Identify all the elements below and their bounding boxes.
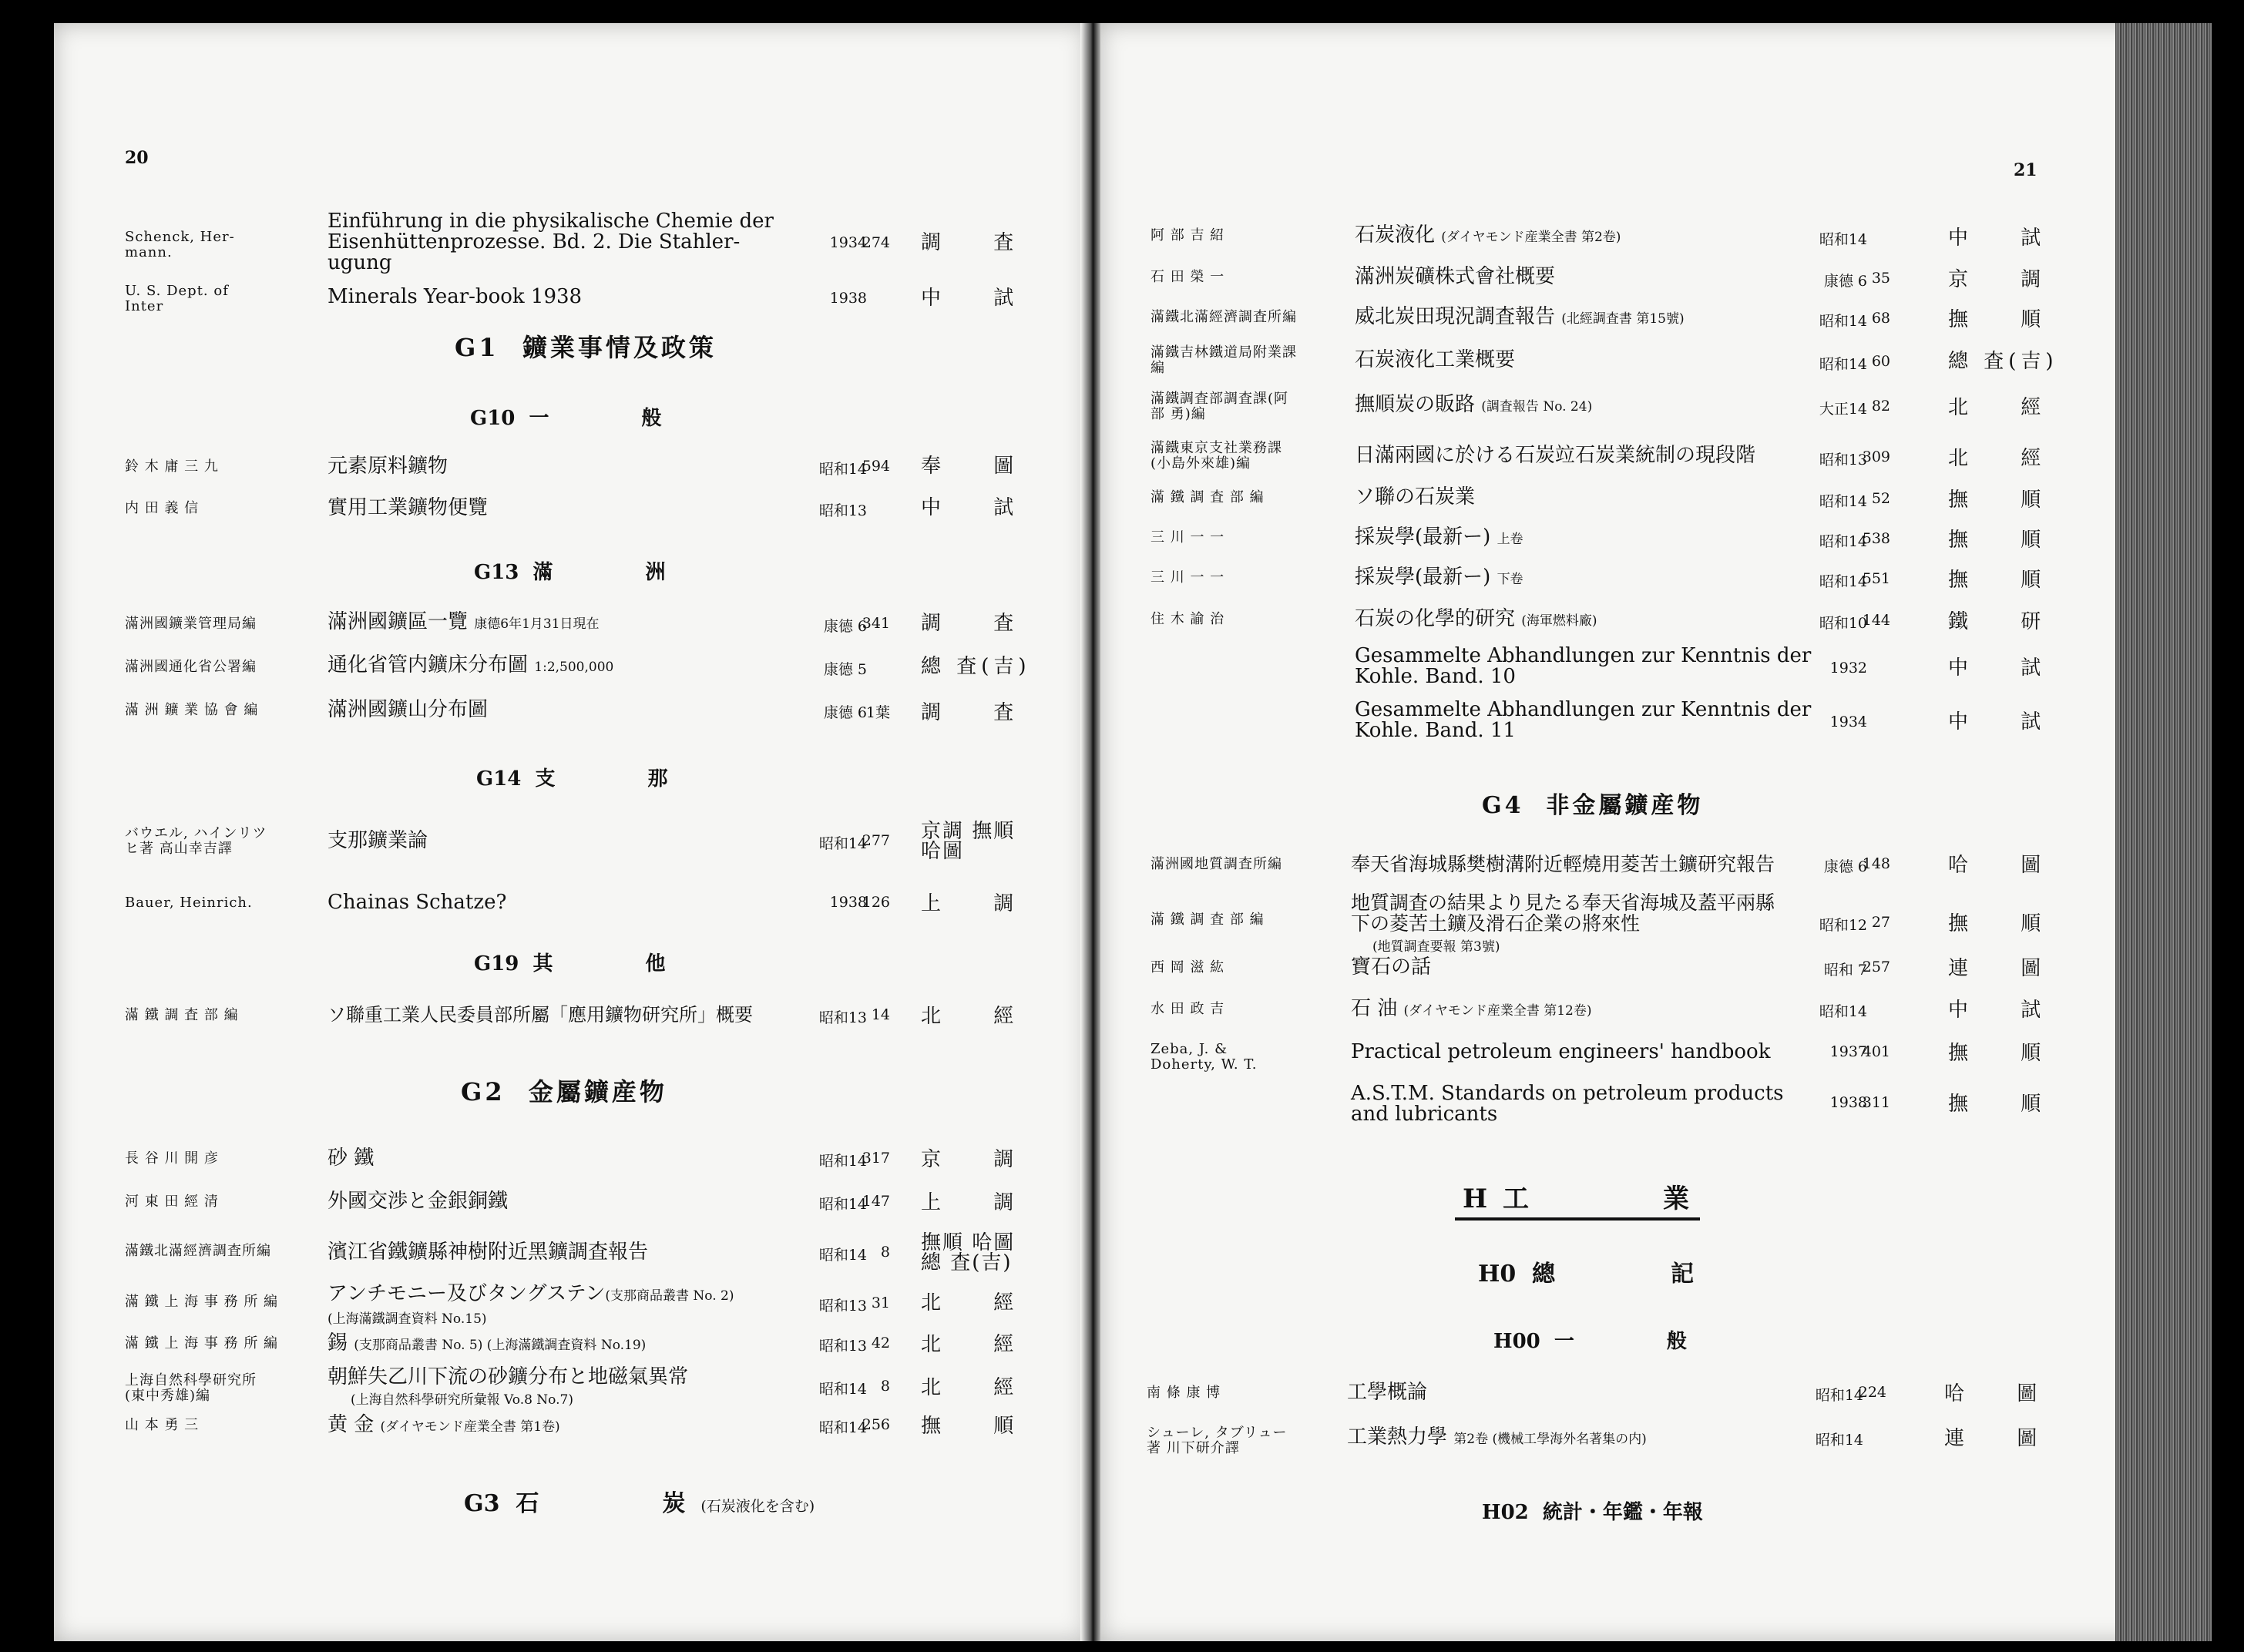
entry-pages: 257 [1862,959,1890,975]
entry-location: 中 試 [921,496,1037,519]
entry-title: 日滿兩國に於ける石炭竝石炭業統制の現段階 [1355,444,1756,467]
entry-title: Minerals Year-book 1938 [328,285,583,308]
entry-location: 中 試 [1948,710,2064,734]
entry-location: 中 試 [921,287,1037,310]
subsection-heading-h02: H02 統計・年鑑・年報 [1482,1501,1703,1524]
entry-pages: 274 [862,234,890,251]
entry-year: 昭和14 [1815,1432,1863,1449]
entry-location: 北 經 [921,1376,1037,1399]
entry-author: 滿洲國地質調査所編 [1151,856,1282,872]
entry-location: 北 經 [921,1005,1037,1028]
entry-title: 威北炭田現況調査報告 [1355,305,1556,328]
entry-year: 昭和14 [818,1153,867,1170]
entry-title: 奉天省海城縣樊樹溝附近輕燒用菱苦土鑛研究報告 [1351,853,1775,875]
entry-author: 滿鐵東京支社業務課 (小島外來雄)編 [1151,440,1282,472]
entry-title: Practical petroleum engineers' handbook [1351,1040,1771,1063]
entry-author: 滿 鐵 調 査 部 編 [125,1007,239,1023]
entry-year: 康德 5 [823,661,867,678]
entry-location: 撫 順 [1948,912,2064,935]
entry-year: 昭和14 [1819,573,1867,590]
entry-pages: 341 [862,615,890,632]
entry-author: 阿 部 吉 紹 [1151,227,1225,243]
entry-pages: 224 [1858,1384,1886,1401]
entry-author: Zeba, J. & Doherty, W. T. [1151,1041,1258,1073]
entry-year: 昭和14 [1819,231,1867,248]
entry-pages: 52 [1871,490,1890,507]
entry-year: 1934 [829,234,867,251]
entry-author: 住 木 諭 治 [1151,611,1225,627]
entry-location: 哈 圖 [1948,854,2064,877]
entry-title: ソ聯の石炭業 [1355,485,1476,509]
entry-year: 大正14 [1819,401,1867,418]
entry-location: 撫 順 [1948,529,2064,552]
entry-year: 昭和12 [1819,917,1867,934]
entry-author: 滿鐵北滿經濟調査所編 [1151,309,1297,325]
entry-location: 北 經 [1948,396,2064,419]
entry-author: 滿鐵吉林鐵道局附業課 編 [1151,344,1297,376]
entry-author: 上海自然科學研究所 (東中秀雄)編 [125,1372,257,1404]
section-heading-h: H 工 業 [1455,1177,1700,1215]
entry-title: 撫順炭の販路 [1355,393,1476,416]
entry-year: 昭和13 [818,1298,867,1315]
book-page-edges [2115,23,2212,1641]
entry-author: シューレ, タブリュー 著 川下研介譯 [1147,1425,1288,1456]
subsection-heading-g19: G19 其 他 [474,952,666,975]
entry-author: 滿鐵北滿經濟調査所編 [125,1243,271,1259]
entry-location: 上 調 [921,1191,1037,1214]
entry-title: 地質調査の結果より見たる奉天省海城及蓋平兩縣 下の菱苦土鑛及滑石企業の將來性 [1351,891,1775,935]
entry-author: 滿 鐵 上 海 事 務 所 編 [125,1294,279,1310]
entry-year: 1934 [1829,714,1867,730]
entry-title: アンチモニー及びタングステン [328,1282,606,1305]
entry-location: 撫 順 [1948,569,2064,592]
entry-pages: 538 [1862,530,1890,547]
entry-pages: 401 [1862,1043,1890,1060]
entry-title: 砂 鐵 [328,1147,375,1170]
entry-note: 下卷 [1497,572,1523,587]
entry-location: 哈 圖 [1944,1382,2061,1405]
entry-year: 康德 6 [823,618,867,635]
entry-author: Schenck, Her- mann. [125,229,235,260]
entry-year: 昭和14 [1819,356,1867,373]
entry-author: 水 田 政 吉 [1151,1001,1225,1017]
entry-location: 京調 撫順 哈圖 [921,820,1016,863]
entry-author: 滿 洲 鑛 業 協 會 編 [125,702,259,718]
entry-pages: 31 [871,1294,890,1311]
entry-location: 中 試 [1948,656,2064,680]
entry-year: 昭和14 [1819,493,1867,510]
entry-location: 撫順 哈圖 總 査(吉) [921,1231,1016,1274]
entry-location: 京 調 [921,1148,1037,1171]
entry-year: 昭和13 [818,502,867,519]
entry-note: (支那商品叢書 No. 2) (上海滿鐵調査資料 No.15) [328,1288,734,1327]
entry-year: 昭和 7 [1823,962,1867,979]
left-page [54,23,1087,1641]
entry-author: 長 谷 川 開 彦 [125,1150,219,1167]
subsection-heading-h0: H0 總 記 [1478,1261,1695,1288]
entry-title: 寶石の話 [1351,955,1432,979]
entry-title: Gesammelte Abhandlungen zur Kenntnis der Kohle. Band. 10 [1355,644,1812,688]
entry-location: 撫 順 [1948,1042,2064,1065]
entry-title: 工學概論 [1347,1381,1428,1404]
entry-year: 昭和14 [818,461,867,478]
entry-title: 滿洲國鑛山分布圖 [328,698,489,721]
entry-author: U. S. Dept. of Inter [125,283,229,314]
entry-location: 連 圖 [1944,1427,2061,1450]
entry-year: 康德 6 [1823,858,1867,875]
entry-pages: 256 [862,1416,890,1433]
entry-year: 昭和14 [1819,313,1867,330]
entry-title: 通化省管内鑛床分布圖 [328,653,529,677]
entry-title: Gesammelte Abhandlungen zur Kenntnis der Kohle. Band. 11 [1355,698,1812,742]
entry-title: Chainas Schatze? [328,891,507,914]
entry-title: 石炭の化學的研究 [1355,607,1516,630]
entry-location: 北 經 [921,1291,1037,1315]
entry-title: Einführung in die physikalische Chemie der Eisenhüttenprozesse. Bd. 2. Die Stahler- ugung [328,210,774,274]
entry-title: 錫 [328,1331,348,1355]
entry-title: 滿洲炭礦株式會社概要 [1355,265,1556,288]
entry-author: 滿洲國通化省公署編 [125,659,257,675]
entry-note: (ダイヤモンド産業全書 第2卷) [1441,230,1621,245]
entry-title: 滿洲國鑛區一覽 [328,610,469,633]
entry-pages: 8 [880,1244,890,1261]
entry-title: 採炭學(最新ー) [1355,525,1491,549]
entry-pages: 147 [862,1193,890,1210]
entry-pages: 594 [862,458,890,475]
entry-year: 1937 [1829,1043,1867,1060]
entry-note: (ダイヤモンド産業全書 第1卷) [380,1419,560,1435]
entry-year: 昭和14 [1819,533,1867,550]
entry-note: (ダイヤモンド産業全書 第12卷) [1403,1003,1592,1019]
entry-note: (調査報告 No. 24) [1481,399,1593,415]
right-page [1100,23,2195,1641]
entry-location: 撫 順 [1948,1093,2064,1116]
entry-year: 昭和14 [818,1381,867,1398]
entry-location: 調 査 [921,701,1037,724]
entry-pages: 8 [880,1378,890,1395]
entry-pages: 277 [862,832,890,849]
entry-note: 第2卷 (機械工學海外名著集の内) [1453,1432,1647,1447]
entry-year: 1938 [829,290,867,307]
entry-location: 連 圖 [1948,957,2064,980]
entry-title: 黄 金 [328,1413,375,1436]
entry-author: 河 東 田 經 清 [125,1194,219,1210]
entry-author: バウエル, ハインリツ ヒ著 高山幸吉譯 [125,825,267,857]
entry-title: 實用工業鑛物便覽 [328,496,489,519]
entry-author: Bauer, Heinrich. [125,895,253,911]
entry-pages: 144 [1862,612,1890,629]
entry-location: 中 試 [1948,227,2064,250]
entry-year: 康德 6 [1823,273,1867,290]
entry-location: 總 査(吉) [921,655,1031,678]
entry-location: 撫 順 [1948,489,2064,512]
entry-pages: 68 [1871,310,1890,327]
entry-pages: 82 [1871,398,1890,415]
entry-author: 滿鐵調査部調査課(阿 部 勇)編 [1151,391,1289,422]
entry-location: 奉 圖 [921,455,1037,478]
entry-title: 濱江省鐵鑛縣神樹附近黑鑛調査報告 [328,1241,649,1264]
entry-title: 工業熱力學 [1347,1425,1448,1449]
entry-pages: 42 [871,1335,890,1351]
entry-year: 昭和14 [818,835,867,852]
entry-location: 京 調 [1948,268,2064,291]
entry-author: 滿 鐵 上 海 事 務 所 編 [125,1335,279,1351]
entry-pages: 551 [1862,570,1890,587]
entry-author: 滿洲國鑛業管理局編 [125,616,257,632]
entry-pages: 27 [1871,914,1890,931]
entry-author: 西 岡 滋 紘 [1151,959,1225,975]
subsection-heading-h00: H00 一 般 [1493,1330,1687,1353]
page-number: 20 [125,148,149,168]
entry-year: 康德 6 [823,704,867,721]
entry-year: 昭和14 [818,1247,867,1264]
entry-year: 1938 [829,894,867,911]
entry-location: 撫 順 [921,1415,1037,1438]
entry-note: (上海自然科學研究所彙報 Vo.8 No.7) [351,1392,573,1408]
entry-title: ソ聯重工業人民委員部所屬「應用鑛物研究所」概要 [328,1004,753,1026]
entry-year: 昭和13 [818,1009,867,1026]
entry-note: 上卷 [1497,532,1523,547]
entry-note: (支那商品叢書 No. 5) (上海滿鐵調査資料 No.19) [354,1338,647,1353]
entry-title: 採炭學(最新ー) [1355,566,1491,589]
entry-pages: 148 [1862,855,1890,872]
entry-location: 調 査 [921,612,1037,635]
entry-title: A.S.T.M. Standards on petroleum products and lubricants [1351,1082,1784,1126]
entry-pages: 35 [1871,270,1890,287]
entry-pages: 126 [862,894,890,911]
entry-year: 昭和13 [818,1338,867,1355]
entry-author: 内 田 義 信 [125,500,200,516]
entry-note: 康德6年1月31日現在 [474,616,600,632]
entry-note: (海軍燃料廠) [1521,613,1597,629]
entry-pages: 311 [1862,1094,1890,1111]
entry-year: 1932 [1829,660,1867,677]
section-heading-g3: G3 石 炭 (石炭液化を含む) [464,1490,815,1517]
entry-location: 北 經 [921,1333,1037,1356]
section-heading-g1: G1 鑛業事情及政策 [455,333,717,362]
entry-author: 山 本 勇 三 [125,1417,200,1433]
entry-year: 昭和10 [1819,615,1867,632]
entry-year: 昭和14 [818,1196,867,1213]
entry-pages: 1葉 [865,704,890,721]
entry-location: 調 査 [921,231,1037,254]
entry-author: 滿 鐵 調 査 部 編 [1151,912,1265,928]
entry-author: 鈴 木 庸 三 九 [125,458,219,475]
entry-title: 石炭液化工業概要 [1355,348,1516,371]
entry-note: 1:2,500,000 [534,660,614,675]
subsection-heading-g13: G13 滿 洲 [474,561,666,584]
entry-location: 鐵 研 [1948,610,2064,633]
page-number: 21 [2014,160,2037,180]
entry-location: 總 査(吉) [1948,350,2058,373]
entry-title: 朝鮮失乙川下流の砂鑛分布と地磁氣異常 [328,1365,689,1388]
entry-year: 昭和13 [1819,452,1867,468]
entry-year: 1938 [1829,1094,1867,1111]
entry-note: (北經調査書 第15號) [1561,311,1685,327]
entry-title: 石 油 [1351,997,1398,1020]
entry-location: 上 調 [921,892,1037,915]
entry-year: 昭和14 [1815,1387,1863,1404]
entry-pages: 60 [1871,353,1890,370]
entry-author: 石 田 榮 一 [1151,269,1225,285]
entry-location: 北 經 [1948,447,2064,470]
entry-title: 元素原料鑛物 [328,455,448,478]
entry-author: 三 川 一 一 [1151,529,1225,546]
entry-title: 石炭液化 [1355,223,1436,247]
entry-author: 南 條 康 博 [1147,1385,1221,1401]
entry-location: 中 試 [1948,999,2064,1022]
entry-location: 撫 順 [1948,308,2064,331]
entry-author: 滿 鐵 調 査 部 編 [1151,489,1265,505]
entry-note: (地質調査要報 第3號) [1372,939,1500,955]
entry-year: 昭和14 [818,1419,867,1436]
entry-title: 外國交渉と金銀銅鐵 [328,1190,509,1213]
entry-pages: 309 [1862,448,1890,465]
subsection-heading-g10: G10 一 般 [470,407,662,430]
entry-year: 昭和14 [1819,1003,1867,1020]
section-heading-g4: G4 非金屬鑛産物 [1482,792,1704,819]
subsection-heading-g14: G14 支 那 [476,767,668,791]
entry-pages: 14 [871,1006,890,1023]
entry-author: 三 川 一 一 [1151,569,1225,586]
section-heading-g2: G2 金屬鑛産物 [461,1077,667,1106]
entry-title: 支那鑛業論 [328,829,428,852]
entry-pages: 317 [862,1150,890,1167]
